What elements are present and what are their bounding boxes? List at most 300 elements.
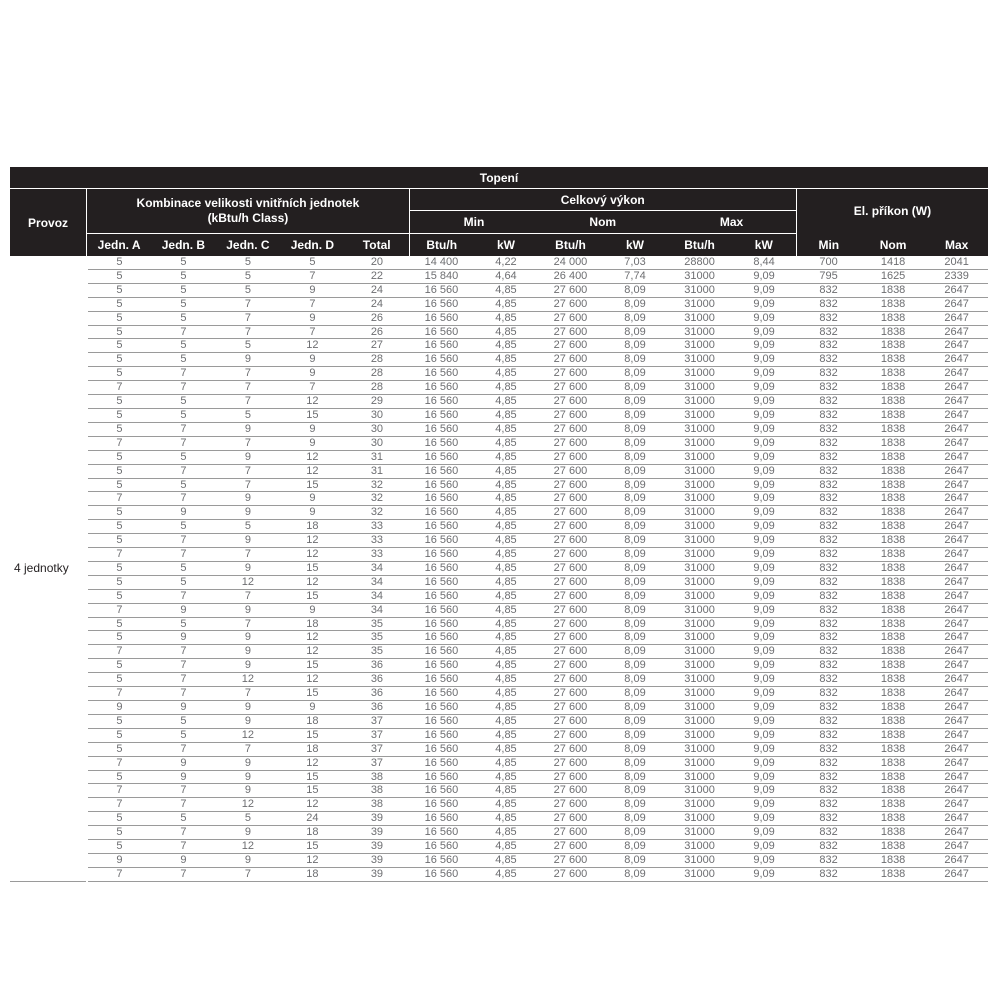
cell-nom-kw: 8,09: [603, 478, 668, 492]
cell-max-btuh: 31000: [667, 742, 732, 756]
cell-unit-c: 9: [216, 561, 281, 575]
cell-total: 36: [345, 687, 410, 701]
cell-unit-a: 5: [87, 826, 152, 840]
cell-min-kw: 4,85: [474, 339, 539, 353]
cell-min-btuh: 16 560: [409, 617, 474, 631]
cell-unit-b: 5: [151, 311, 216, 325]
cell-power-max: 2647: [925, 408, 988, 422]
table-title: Topení: [10, 167, 988, 189]
heating-spec-sheet: [10, 167, 988, 882]
cell-power-max: 2647: [925, 464, 988, 478]
cell-min-kw: 4,85: [474, 575, 539, 589]
cell-min-kw: 4,85: [474, 534, 539, 548]
cell-power-max: 2647: [925, 575, 988, 589]
cell-unit-d: 15: [280, 840, 345, 854]
cell-nom-btuh: 27 600: [538, 617, 603, 631]
cell-min-btuh: 16 560: [409, 575, 474, 589]
cell-unit-c: 7: [216, 367, 281, 381]
cell-power-nom: 1838: [861, 742, 926, 756]
cell-min-kw: 4,85: [474, 701, 539, 715]
cell-min-btuh: 16 560: [409, 853, 474, 867]
cell-total: 34: [345, 575, 410, 589]
cell-power-max: 2647: [925, 673, 988, 687]
cell-unit-d: 9: [280, 283, 345, 297]
cell-unit-b: 9: [151, 701, 216, 715]
cell-nom-kw: 8,09: [603, 784, 668, 798]
cell-power-min: 832: [796, 422, 861, 436]
cell-unit-d: 9: [280, 701, 345, 715]
cell-total: 36: [345, 673, 410, 687]
table-row: [10, 853, 988, 867]
cell-min-kw: 4,85: [474, 798, 539, 812]
cell-unit-b: 5: [151, 339, 216, 353]
cell-unit-a: 5: [87, 478, 152, 492]
cell-min-kw: 4,85: [474, 478, 539, 492]
cell-total: 22: [345, 269, 410, 283]
cell-total: 38: [345, 784, 410, 798]
cell-power-nom: 1625: [861, 269, 926, 283]
cell-max-kw: 9,09: [732, 687, 797, 701]
cell-max-btuh: 31000: [667, 395, 732, 409]
cell-power-max: 2647: [925, 436, 988, 450]
cell-unit-c: 7: [216, 617, 281, 631]
cell-min-kw: 4,85: [474, 853, 539, 867]
cell-unit-d: 12: [280, 673, 345, 687]
cell-unit-d: 12: [280, 548, 345, 562]
table-row: [10, 561, 988, 575]
cell-min-btuh: 16 560: [409, 548, 474, 562]
cell-power-min: 832: [796, 728, 861, 742]
cell-max-btuh: 31000: [667, 534, 732, 548]
cell-power-max: 2041: [925, 256, 988, 269]
cell-max-btuh: 31000: [667, 339, 732, 353]
cell-max-kw: 9,09: [732, 826, 797, 840]
cell-min-btuh: 16 560: [409, 534, 474, 548]
cell-power-max: 2647: [925, 687, 988, 701]
cell-min-btuh: 16 560: [409, 450, 474, 464]
table-row: [10, 673, 988, 687]
cell-power-nom: 1838: [861, 478, 926, 492]
cell-power-max: 2647: [925, 645, 988, 659]
cell-unit-d: 18: [280, 867, 345, 881]
col-header-unit-c: Jedn. C: [216, 233, 281, 256]
cell-unit-b: 7: [151, 492, 216, 506]
cell-power-max: 2647: [925, 826, 988, 840]
cell-unit-a: 9: [87, 701, 152, 715]
cell-total: 36: [345, 701, 410, 715]
cell-min-kw: 4,85: [474, 381, 539, 395]
cell-max-btuh: 31000: [667, 464, 732, 478]
cell-nom-btuh: 27 600: [538, 339, 603, 353]
cell-power-min: 832: [796, 408, 861, 422]
cell-power-max: 2647: [925, 520, 988, 534]
cell-min-kw: 4,85: [474, 756, 539, 770]
cell-unit-d: 9: [280, 367, 345, 381]
cell-unit-d: 12: [280, 464, 345, 478]
cell-unit-c: 12: [216, 728, 281, 742]
cell-min-kw: 4,22: [474, 256, 539, 269]
col-header-min-btuh: Btu/h: [409, 233, 474, 256]
cell-unit-a: 5: [87, 256, 152, 269]
table-row: [10, 478, 988, 492]
cell-power-nom: 1838: [861, 492, 926, 506]
cell-unit-b: 7: [151, 673, 216, 687]
cell-max-kw: 9,09: [732, 408, 797, 422]
cell-min-btuh: 16 560: [409, 478, 474, 492]
cell-min-kw: 4,85: [474, 561, 539, 575]
cell-unit-a: 5: [87, 589, 152, 603]
cell-unit-b: 5: [151, 408, 216, 422]
cell-max-btuh: 31000: [667, 770, 732, 784]
cell-unit-a: 5: [87, 534, 152, 548]
cell-min-btuh: 16 560: [409, 840, 474, 854]
table-row: [10, 867, 988, 881]
cell-max-kw: 9,09: [732, 798, 797, 812]
cell-total: 38: [345, 798, 410, 812]
cell-unit-a: 5: [87, 422, 152, 436]
cell-power-max: 2647: [925, 853, 988, 867]
cell-unit-b: 5: [151, 283, 216, 297]
cell-power-min: 832: [796, 867, 861, 881]
cell-power-nom: 1838: [861, 770, 926, 784]
cell-nom-btuh: 27 600: [538, 714, 603, 728]
cell-unit-b: 7: [151, 534, 216, 548]
cell-nom-kw: 8,09: [603, 673, 668, 687]
cell-unit-a: 7: [87, 381, 152, 395]
cell-nom-btuh: 27 600: [538, 631, 603, 645]
table-row: [10, 534, 988, 548]
cell-power-nom: 1838: [861, 283, 926, 297]
cell-power-max: 2647: [925, 617, 988, 631]
cell-min-kw: 4,85: [474, 742, 539, 756]
cell-max-btuh: 31000: [667, 422, 732, 436]
cell-power-nom: 1838: [861, 798, 926, 812]
cell-power-nom: 1838: [861, 784, 926, 798]
cell-nom-kw: 8,09: [603, 603, 668, 617]
cell-unit-d: 9: [280, 603, 345, 617]
cell-unit-b: 5: [151, 561, 216, 575]
cell-power-max: 2647: [925, 561, 988, 575]
cell-unit-a: 5: [87, 673, 152, 687]
cell-min-btuh: 16 560: [409, 408, 474, 422]
cell-max-btuh: 31000: [667, 589, 732, 603]
cell-max-btuh: 31000: [667, 381, 732, 395]
cell-unit-a: 5: [87, 659, 152, 673]
cell-power-min: 832: [796, 756, 861, 770]
cell-unit-d: 18: [280, 617, 345, 631]
cell-unit-a: 5: [87, 339, 152, 353]
cell-unit-c: 7: [216, 589, 281, 603]
cell-power-min: 832: [796, 283, 861, 297]
table-row: [10, 339, 988, 353]
cell-power-max: 2647: [925, 395, 988, 409]
cell-min-kw: 4,85: [474, 714, 539, 728]
cell-nom-kw: 8,09: [603, 728, 668, 742]
cell-max-btuh: 31000: [667, 325, 732, 339]
cell-max-kw: 9,09: [732, 464, 797, 478]
cell-max-kw: 9,09: [732, 381, 797, 395]
cell-nom-btuh: 27 600: [538, 687, 603, 701]
cell-unit-d: 12: [280, 450, 345, 464]
cell-min-btuh: 16 560: [409, 464, 474, 478]
cell-unit-a: 5: [87, 297, 152, 311]
cell-min-btuh: 16 560: [409, 631, 474, 645]
table-row: [10, 297, 988, 311]
cell-max-kw: 9,09: [732, 492, 797, 506]
cell-total: 37: [345, 728, 410, 742]
cell-min-btuh: 16 560: [409, 297, 474, 311]
cell-min-kw: 4,85: [474, 325, 539, 339]
cell-power-min: 832: [796, 645, 861, 659]
cell-nom-kw: 8,09: [603, 687, 668, 701]
cell-nom-btuh: 27 600: [538, 283, 603, 297]
cell-power-min: 832: [796, 742, 861, 756]
cell-power-max: 2647: [925, 659, 988, 673]
cell-unit-b: 5: [151, 812, 216, 826]
cell-power-min: 832: [796, 840, 861, 854]
cell-min-btuh: 16 560: [409, 436, 474, 450]
cell-nom-kw: 8,09: [603, 520, 668, 534]
cell-min-kw: 4,85: [474, 506, 539, 520]
cell-unit-a: 7: [87, 687, 152, 701]
cell-power-nom: 1838: [861, 506, 926, 520]
cell-unit-b: 5: [151, 353, 216, 367]
cell-max-kw: 9,09: [732, 756, 797, 770]
table-row: [10, 436, 988, 450]
cell-unit-c: 5: [216, 812, 281, 826]
cell-total: 35: [345, 645, 410, 659]
capacity-min-header: Min: [409, 211, 538, 233]
cell-unit-d: 12: [280, 631, 345, 645]
cell-min-btuh: 16 560: [409, 687, 474, 701]
cell-min-btuh: 16 560: [409, 395, 474, 409]
cell-unit-c: 9: [216, 450, 281, 464]
cell-unit-a: 7: [87, 867, 152, 881]
cell-nom-kw: 8,09: [603, 311, 668, 325]
cell-unit-c: 12: [216, 673, 281, 687]
table-row: [10, 269, 988, 283]
cell-max-kw: 9,09: [732, 325, 797, 339]
cell-unit-d: 15: [280, 659, 345, 673]
cell-unit-c: 7: [216, 548, 281, 562]
cell-nom-btuh: 27 600: [538, 381, 603, 395]
provoz-cell: 4 jednotky: [10, 256, 87, 881]
cell-total: 24: [345, 283, 410, 297]
cell-unit-d: 15: [280, 770, 345, 784]
cell-max-kw: 9,09: [732, 728, 797, 742]
cell-unit-b: 7: [151, 436, 216, 450]
cell-min-btuh: 16 560: [409, 645, 474, 659]
cell-power-nom: 1838: [861, 603, 926, 617]
cell-power-min: 700: [796, 256, 861, 269]
cell-power-nom: 1838: [861, 575, 926, 589]
cell-nom-kw: 8,09: [603, 714, 668, 728]
cell-nom-btuh: 27 600: [538, 353, 603, 367]
cell-total: 39: [345, 867, 410, 881]
cell-max-kw: 9,09: [732, 742, 797, 756]
cell-power-max: 2647: [925, 311, 988, 325]
cell-nom-btuh: 27 600: [538, 464, 603, 478]
cell-unit-c: 9: [216, 631, 281, 645]
combination-header: [87, 189, 410, 234]
cell-min-kw: 4,85: [474, 687, 539, 701]
cell-unit-c: 7: [216, 687, 281, 701]
table-row: [10, 756, 988, 770]
cell-max-kw: 9,09: [732, 311, 797, 325]
cell-unit-b: 5: [151, 256, 216, 269]
cell-nom-btuh: 27 600: [538, 826, 603, 840]
cell-unit-b: 7: [151, 589, 216, 603]
cell-min-kw: 4,85: [474, 631, 539, 645]
cell-total: 27: [345, 339, 410, 353]
cell-max-btuh: 31000: [667, 631, 732, 645]
cell-unit-d: 12: [280, 853, 345, 867]
cell-power-min: 832: [796, 575, 861, 589]
cell-nom-btuh: 27 600: [538, 367, 603, 381]
cell-unit-b: 7: [151, 367, 216, 381]
cell-total: 30: [345, 422, 410, 436]
cell-power-min: 832: [796, 548, 861, 562]
cell-nom-kw: 7,03: [603, 256, 668, 269]
cell-unit-b: 9: [151, 756, 216, 770]
cell-power-nom: 1838: [861, 812, 926, 826]
cell-total: 35: [345, 631, 410, 645]
cell-min-btuh: 16 560: [409, 311, 474, 325]
cell-min-btuh: 16 560: [409, 381, 474, 395]
cell-max-btuh: 31000: [667, 784, 732, 798]
cell-unit-d: 15: [280, 561, 345, 575]
table-row: [10, 659, 988, 673]
table-row: [10, 492, 988, 506]
cell-nom-btuh: 27 600: [538, 798, 603, 812]
cell-unit-b: 9: [151, 506, 216, 520]
cell-nom-kw: 8,09: [603, 867, 668, 881]
cell-unit-d: 9: [280, 492, 345, 506]
cell-unit-b: 9: [151, 603, 216, 617]
cell-unit-c: 7: [216, 867, 281, 881]
cell-power-min: 832: [796, 311, 861, 325]
cell-min-btuh: 16 560: [409, 353, 474, 367]
cell-power-nom: 1838: [861, 673, 926, 687]
cell-total: 31: [345, 450, 410, 464]
col-header-power-max: Max: [925, 233, 988, 256]
cell-max-btuh: 31000: [667, 353, 732, 367]
cell-nom-btuh: 27 600: [538, 422, 603, 436]
cell-power-nom: 1838: [861, 311, 926, 325]
cell-nom-kw: 8,09: [603, 450, 668, 464]
cell-power-nom: 1838: [861, 464, 926, 478]
cell-unit-b: 5: [151, 728, 216, 742]
cell-unit-d: 18: [280, 714, 345, 728]
cell-max-kw: 9,09: [732, 367, 797, 381]
cell-unit-a: 5: [87, 506, 152, 520]
cell-min-kw: 4,64: [474, 269, 539, 283]
cell-total: 30: [345, 408, 410, 422]
cell-min-btuh: 16 560: [409, 325, 474, 339]
cell-total: 35: [345, 617, 410, 631]
table-row: [10, 714, 988, 728]
cell-unit-c: 7: [216, 395, 281, 409]
cell-unit-c: 9: [216, 853, 281, 867]
cell-power-nom: 1838: [861, 631, 926, 645]
cell-min-kw: 4,85: [474, 395, 539, 409]
cell-min-btuh: 16 560: [409, 603, 474, 617]
cell-power-min: 832: [796, 687, 861, 701]
cell-max-kw: 9,09: [732, 534, 797, 548]
cell-min-btuh: 16 560: [409, 659, 474, 673]
cell-unit-d: 12: [280, 645, 345, 659]
cell-nom-kw: 8,09: [603, 840, 668, 854]
cell-unit-d: 9: [280, 506, 345, 520]
cell-unit-b: 7: [151, 659, 216, 673]
cell-max-btuh: 31000: [667, 492, 732, 506]
cell-unit-d: 15: [280, 408, 345, 422]
cell-power-max: 2647: [925, 784, 988, 798]
cell-power-nom: 1838: [861, 422, 926, 436]
cell-min-kw: 4,85: [474, 617, 539, 631]
cell-power-nom: 1838: [861, 520, 926, 534]
table-row: [10, 325, 988, 339]
cell-power-nom: 1838: [861, 408, 926, 422]
table-row: [10, 575, 988, 589]
cell-total: 33: [345, 534, 410, 548]
cell-min-kw: 4,85: [474, 812, 539, 826]
cell-max-btuh: 31000: [667, 840, 732, 854]
cell-unit-a: 5: [87, 520, 152, 534]
cell-nom-kw: 8,09: [603, 297, 668, 311]
cell-nom-btuh: 27 600: [538, 840, 603, 854]
cell-max-btuh: 31000: [667, 756, 732, 770]
table-row: [10, 381, 988, 395]
cell-min-btuh: 16 560: [409, 589, 474, 603]
cell-unit-a: 7: [87, 756, 152, 770]
cell-nom-btuh: 27 600: [538, 492, 603, 506]
cell-unit-c: 7: [216, 381, 281, 395]
cell-min-kw: 4,85: [474, 867, 539, 881]
col-header-nom-kw: kW: [603, 233, 668, 256]
cell-max-kw: 9,09: [732, 506, 797, 520]
cell-unit-c: 9: [216, 784, 281, 798]
col-header-power-min: Min: [796, 233, 861, 256]
cell-power-max: 2647: [925, 770, 988, 784]
cell-power-nom: 1838: [861, 353, 926, 367]
cell-max-kw: 9,09: [732, 269, 797, 283]
cell-min-kw: 4,85: [474, 492, 539, 506]
col-header-power-nom: Nom: [861, 233, 926, 256]
table-row: [10, 311, 988, 325]
cell-max-btuh: 31000: [667, 283, 732, 297]
cell-nom-btuh: 27 600: [538, 784, 603, 798]
cell-power-nom: 1838: [861, 589, 926, 603]
cell-unit-d: 7: [280, 381, 345, 395]
cell-power-max: 2647: [925, 812, 988, 826]
table-header: [10, 167, 988, 256]
cell-power-min: 832: [796, 826, 861, 840]
cell-power-min: 832: [796, 506, 861, 520]
cell-total: 37: [345, 714, 410, 728]
table-row: [10, 631, 988, 645]
cell-power-max: 2339: [925, 269, 988, 283]
cell-unit-a: 5: [87, 631, 152, 645]
cell-nom-kw: 8,09: [603, 853, 668, 867]
cell-power-max: 2647: [925, 339, 988, 353]
cell-unit-c: 12: [216, 798, 281, 812]
cell-power-max: 2647: [925, 325, 988, 339]
cell-power-nom: 1838: [861, 339, 926, 353]
cell-max-btuh: 31000: [667, 714, 732, 728]
cell-nom-btuh: 27 600: [538, 770, 603, 784]
cell-unit-c: 7: [216, 478, 281, 492]
